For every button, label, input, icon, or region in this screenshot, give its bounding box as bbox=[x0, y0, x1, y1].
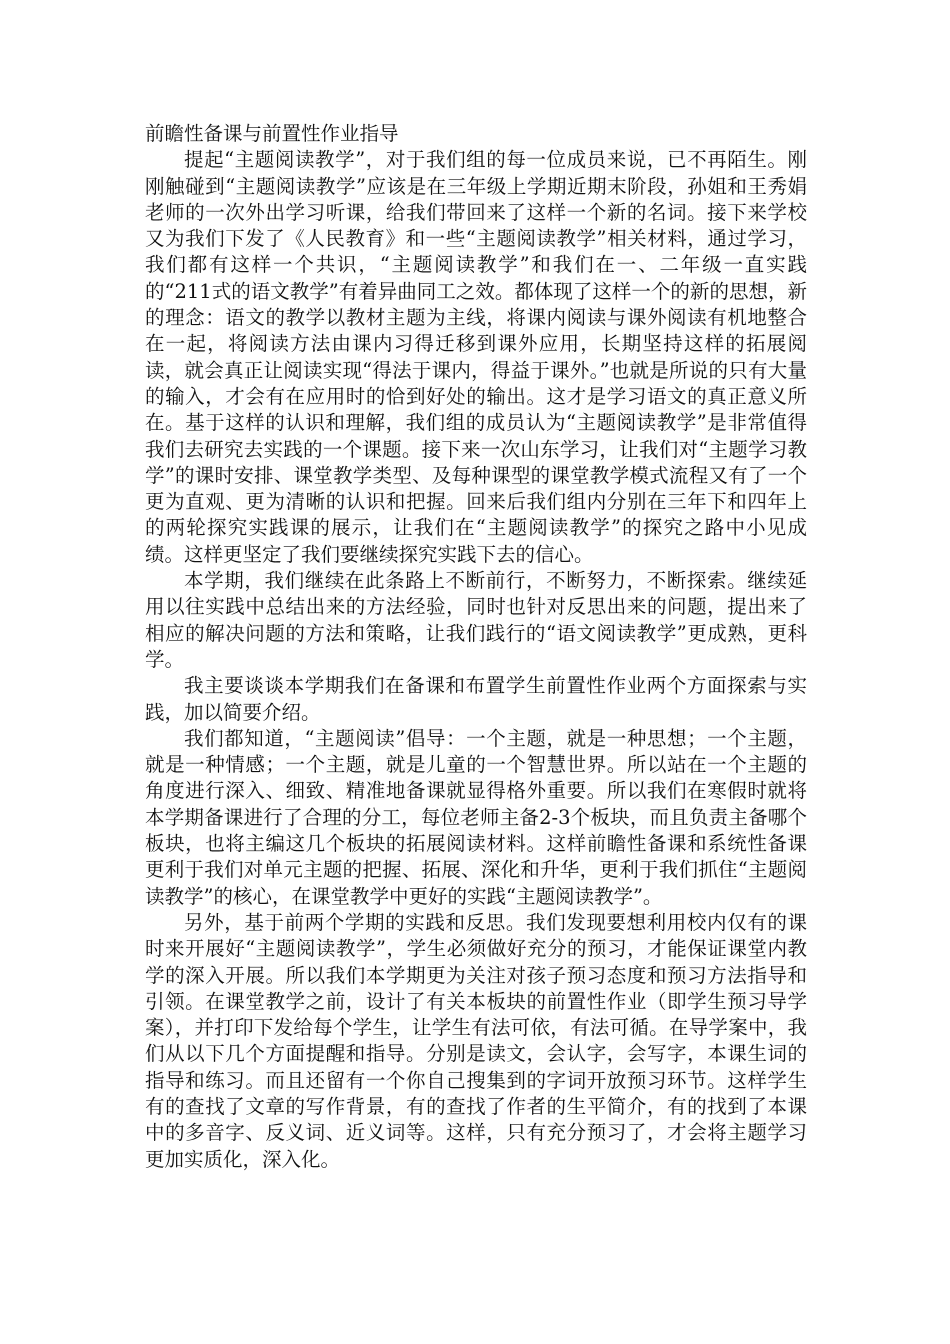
paragraph-preview-homework: 另外，基于前两个学期的实践和反思。我们发现要想利用校内仅有的课时来开展好“主题阅读教学”，学生必须做好充分的预习，才能保证课堂内教学的深入开展。所以我们本学期更为关注对孩子预习态度和预习方法指导和引领。在课堂教学之前，设计了有关本板块的前置性作业（即学生预习导学案），并打印下发给每个学生，让学生有法可依，有法可循。在导学案中，我们从以下几个方面提醒和指导。分别是读文，会认字，会写字，本课生词的指导和练习。而且还留有一个你自己搜集到的字词开放预习环节。这样学生有的查找了文章的写作背景，有的查找了作者的生平简介，有的找到了本课中的多音字、反义词、近义词等。这样，只有充分预习了，才会将主题学习更加实质化，深入化。 bbox=[145, 910, 807, 1171]
paragraph-this-semester: 本学期，我们继续在此条路上不断前行，不断努力，不断探索。继续延用以往实践中总结出来的方法经验，同时也针对反思出来的问题，提出来了相应的解决问题的方法和策略，让我们践行的“语文阅读教学”更成熟，更科学。 bbox=[145, 569, 807, 671]
document-title: 前瞻性备课与前置性作业指导 bbox=[145, 122, 399, 145]
document-body bbox=[145, 121, 807, 1173]
paragraph-topic-intro: 我主要谈谈本学期我们在备课和布置学生前置性作业两个方面探索与实践，加以简要介绍。 bbox=[145, 674, 807, 724]
paragraph-forward-lesson-prep: 我们都知道，“主题阅读”倡导：一个主题，就是一种思想；一个主题，就是一种情感；一个主题，就是儿童的一个智慧世界。所以站在一个主题的角度进行深入、细致、精准地备课就显得格外重要。所以我们在寒假时就将本学期备课进行了合理的分工，每位老师主备2-3个板块，而且负责主备哪个板块，也将主编这几个板块的拓展阅读材料。这样前瞻性备课和系统性备课更利于我们对单元主题的把握、拓展、深化和升华，更利于我们抓住“主题阅读教学”的核心，在课堂教学中更好的实践“主题阅读教学”。 bbox=[145, 726, 807, 908]
paragraph-intro: 提起“主题阅读教学”，对于我们组的每一位成员来说，已不再陌生。刚刚触碰到“主题阅读教学”应该是在三年级上学期近期末阶段，孙姐和王秀娟老师的一次外出学习听课，给我们带回来了这样一个新的名词。接下来学校又为我们下发了《人民教育》和一些“主题阅读教学”相关材料，通过学习，我们都有这样一个共识，“主题阅读教学”和我们在一、二年级一直实践的“211式的语文教学”有着异曲同工之效。都体现了这样一个的新的思想，新的理念：语文的教学以教材主题为主线，将课内阅读与课外阅读有机地整合在一起，将阅读方法由课内习得迁移到课外应用，长期坚持这样的拓展阅读，就会真正让阅读实现“得法于课内，得益于课外。”也就是所说的只有大量的输入，才会有在应用时的恰到好处的输出。这才是学习语文的真正意义所在。基于这样的认识和理解，我们组的成员认为“主题阅读教学”是非常值得我们去研究去实践的一个课题。接下来一次山东学习，让我们对“主题学习教学”的课时安排、课堂教学类型、及每种课型的课堂教学模式流程又有了一个更为直观、更为清晰的认识和把握。回来后我们组内分别在三年下和四年上的两轮探究实践课的展示，让我们在“主题阅读教学”的探究之路中小见成绩。这样更坚定了我们要继续探究实践下去的信心。 bbox=[145, 148, 807, 566]
